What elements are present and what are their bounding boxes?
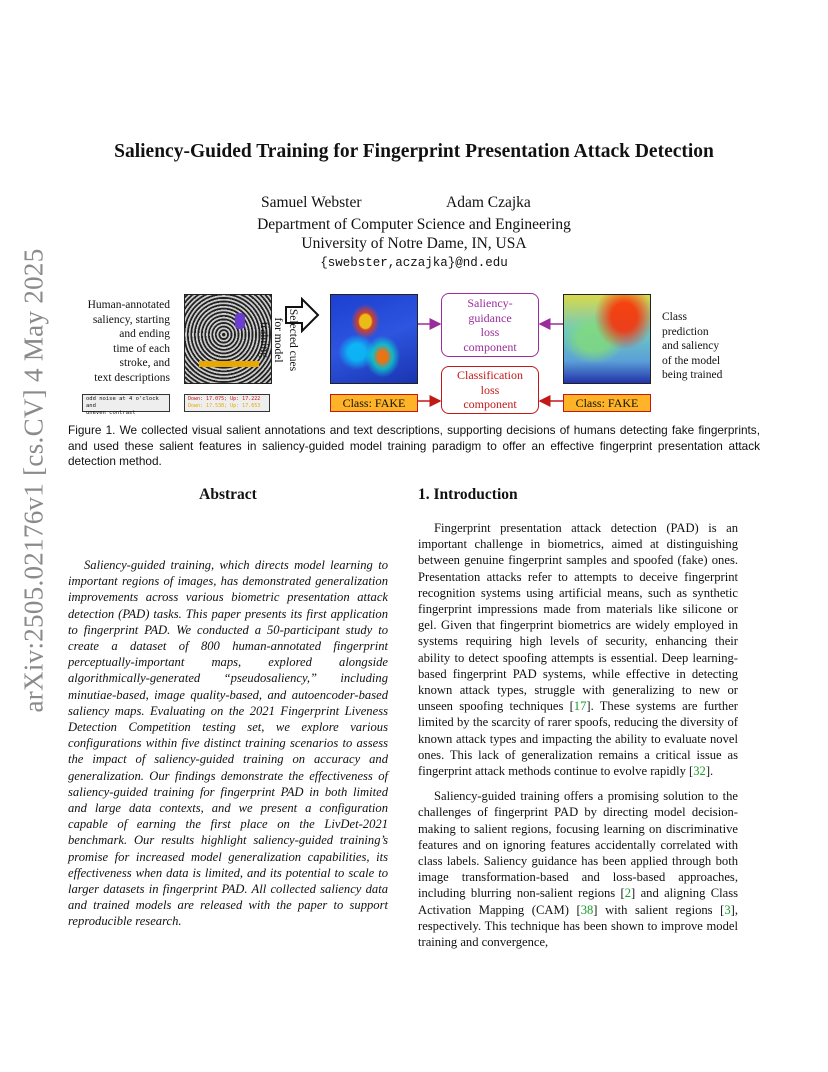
annotation-stroke — [199, 361, 259, 367]
saliency-box-line: guidance — [468, 310, 512, 325]
paper-title: Saliency-Guided Training for Fingerprint Presentation Attack Detection — [114, 141, 714, 162]
flow-arrows — [414, 310, 574, 410]
author-emails: {swebster,aczajka}@nd.edu — [320, 256, 508, 270]
classification-box-line: component — [463, 397, 517, 412]
classification-box-line: loss — [480, 382, 500, 397]
affiliation-university: University of Notre Dame, IN, USA — [301, 235, 527, 252]
note-line: Down: 17.530; Up: 17.653 — [188, 403, 261, 409]
intro-column — [418, 520, 738, 959]
citation-link[interactable]: 38 — [580, 902, 594, 917]
abstract-heading: Abstract — [199, 486, 257, 503]
model-saliency-heatmap — [563, 294, 651, 384]
right-label — [662, 310, 752, 383]
class-label-right: Class: FAKE — [563, 394, 651, 412]
human-saliency-heatmap — [330, 294, 418, 384]
left-label-line: stroke, and — [119, 357, 170, 369]
selected-cues-line: for model — [272, 317, 285, 363]
left-label-line: Human-annotated — [87, 299, 170, 311]
affiliation-department: Department of Computer Science and Engineering — [257, 216, 571, 233]
figure-caption: Figure 1. We collected visual salient annotations and text descriptions, supporting decisions of humans detecting fake fingerprints, and used these salient features in saliency-guided model training paradigm to offer an effective fingerprint presentation attack detection method. — [68, 423, 760, 468]
text-run: Fingerprint presentation attack detection (PAD) is an important challenge in biometrics, aimed at distinguishing between genuine fingerprint samples and spoofed (fake) ones. Presentation attacks refer to attempts to deceive fingerprint recognition systems using artificial means, such as synthetic fingerprint impressions made from materials like silicone or gel. Given that fingerprint biometrics are widely employed in systems requiring high levels of security, enhancing their ability to detect spoofing attempts is essential. Deep learning-based fingerprint PAD systems, while effective in detecting known attack types, struggle with generalizing to new or unseen spoofing techniques [ — [418, 521, 738, 714]
left-label-line: saliency, starting — [92, 313, 170, 326]
right-label-line: and saliency — [662, 340, 720, 352]
text-description-note — [82, 394, 170, 416]
right-label-line: of the model — [662, 354, 721, 367]
classification-box-line: Classification — [457, 368, 523, 383]
note-line: odd noise at 4 o'clock and — [86, 396, 159, 409]
left-label-line: text descriptions — [94, 371, 170, 384]
citation-link[interactable]: 2 — [624, 886, 632, 901]
text-run: ]. — [705, 764, 714, 779]
saliency-box-line: Saliency- — [467, 296, 513, 310]
saliency-box-line: loss — [480, 325, 500, 339]
abstract-body: Saliency-guided training, which directs model learning to important regions of images, has demonstrated generalization improvements across various biometric presentation attack detection (PAD) tasks. This paper presents its first application to fingerprint PAD. We conducted a 50-participant study to create a dataset of 800 human-annotated fingerprint perceptually-important maps, explored alongside algorithmically-generated “pseudosaliency,” including minutiae-based, image quality-based, and autoencoder-based saliency maps. Evaluating on the 2021 Fingerprint Liveness Detection Competition testing set, we explore various configurations within five distinct training scenarios to assess the impact of saliency-guided training on accuracy and generalization. Our findings demonstrate the effectiveness of saliency-guided training for fingerprint PAD in both limited and large data contexts, and we present a configuration capable of earning the first place on the LivDet-2021 benchmark. Our results highlight saliency-guided training’s promise for increased model generalization capabilities, its effectiveness when data is limited, and its potential to scale to larger datasets in fingerprint PAD. All collected saliency data and trained models are released with the paper to support reproducible research. — [68, 558, 388, 929]
citation-link[interactable]: 17 — [573, 699, 587, 714]
citation-link[interactable]: 3 — [724, 902, 731, 917]
right-label-line: being trained — [662, 369, 723, 381]
author-2: Adam Czajka — [446, 194, 531, 211]
text-run: ]. These systems are further limited by the scarcity of rarer spoofs, reducing the diversity of known attack types and impacting the ability to evaluate novel ones. This lack of generalization remains a critical issue as fingerprint attack methods continue to evolve rapidly [ — [418, 699, 738, 779]
intro-paragraph-2 — [418, 788, 738, 950]
selected-cues-line: Selected cues — [287, 308, 299, 372]
abstract-column — [68, 557, 388, 939]
text-run: ] with salient regions [ — [593, 902, 725, 917]
citation-link[interactable]: 32 — [693, 764, 706, 779]
text-run: Saliency-guided training offers a promising solution to the challenges of fingerprint PAD by directing model decision-making to salient regions, focusing learning on discriminative features and on ignoring features accidentally correlated with class labels. Saliency guidance has been applied through both image transformation-based and loss-based approaches, including blurring non-salient regions [ — [418, 789, 738, 901]
right-label-line: Class — [662, 311, 687, 323]
text-run: ], respectively. This technique has been shown to improve model training and convergence, — [418, 902, 738, 950]
class-label-left: Class: FAKE — [330, 394, 418, 412]
left-label — [66, 298, 170, 385]
intro-heading: 1. Introduction — [418, 486, 518, 503]
intro-paragraph-1 — [418, 520, 738, 779]
timestamp-note — [184, 394, 270, 412]
arxiv-stamp-text: arXiv:2505.02176v1 [cs.CV] 4 May 2025 — [18, 247, 49, 713]
author-1: Samuel Webster — [261, 194, 362, 211]
saliency-box-line: component — [463, 339, 517, 354]
note-line: Down: 17.075; Up: 17.222 — [188, 396, 261, 402]
right-label-line: prediction — [662, 325, 709, 338]
note-line: uneven contrast — [86, 410, 136, 416]
text-run: ] and aligning Class Activation Mapping (CAM) [ — [418, 886, 738, 917]
selected-cues-line: training — [258, 322, 270, 358]
left-label-line: time of each — [113, 342, 170, 355]
left-label-line: and ending — [119, 328, 170, 340]
figure-1 — [0, 0, 828, 420]
annotation-stroke — [235, 313, 245, 329]
